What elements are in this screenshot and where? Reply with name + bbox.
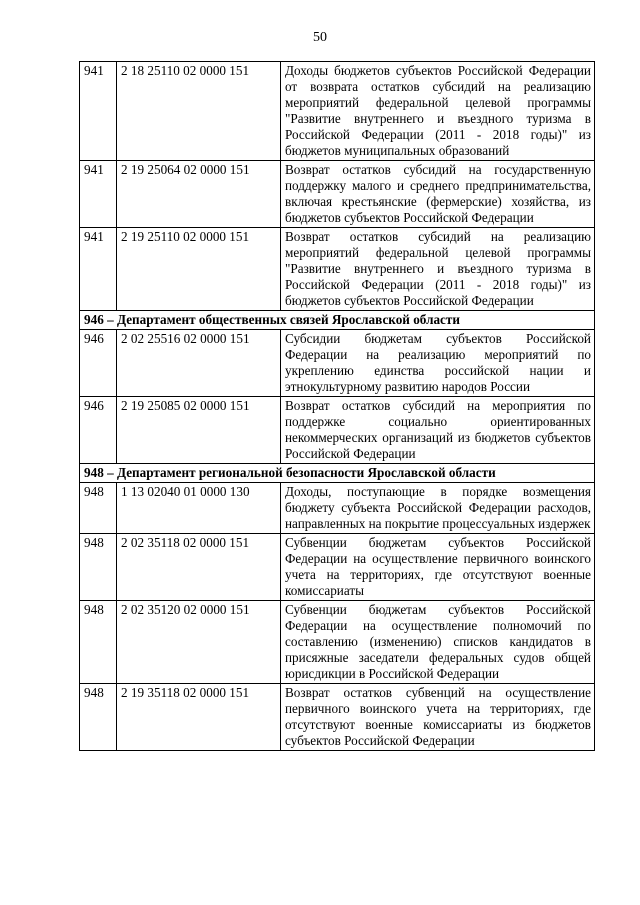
table-row xyxy=(80,397,595,464)
budget-code-cell: 2 18 25110 02 0000 151 xyxy=(117,62,281,161)
description-cell: Доходы бюджетов субъектов Российской Федерации от возврата остатков субсидий на реализацию мероприятий федеральной целевой программы "Развитие внутреннего и въездного туризма в Российской Федерации (2011 - 2018 годы)" из бюджетов муниципальных образований xyxy=(281,62,595,161)
admin-code-cell: 946 xyxy=(80,330,117,397)
admin-code-cell: 941 xyxy=(80,228,117,311)
budget-code-cell: 2 19 25110 02 0000 151 xyxy=(117,228,281,311)
table-row xyxy=(80,161,595,228)
table-row xyxy=(80,62,595,161)
admin-code-cell: 948 xyxy=(80,483,117,534)
budget-code-cell: 2 19 35118 02 0000 151 xyxy=(117,684,281,751)
budget-code-cell: 2 02 35120 02 0000 151 xyxy=(117,601,281,684)
description-cell: Возврат остатков субсидий на реализацию мероприятий федеральной целевой программы "Развитие внутреннего и въездного туризма в Российской Федерации (2011 - 2018 годы)" из бюджетов субъектов Российской Федерации xyxy=(281,228,595,311)
description-cell: Возврат остатков субсидий на мероприятия по поддержке социально ориентированных некоммерческих организаций из бюджетов субъектов Российской Федерации xyxy=(281,397,595,464)
description-cell: Доходы, поступающие в порядке возмещения бюджету субъекта Российской Федерации расходов, направленных на покрытие процессуальных издержек xyxy=(281,483,595,534)
budget-code-cell: 2 19 25064 02 0000 151 xyxy=(117,161,281,228)
budget-code-cell: 2 02 25516 02 0000 151 xyxy=(117,330,281,397)
revenue-codes-table xyxy=(79,61,595,751)
table-row xyxy=(80,534,595,601)
section-header-row xyxy=(80,311,595,330)
admin-code-cell: 946 xyxy=(80,397,117,464)
budget-code-cell: 2 19 25085 02 0000 151 xyxy=(117,397,281,464)
table-row xyxy=(80,601,595,684)
table-row xyxy=(80,684,595,751)
table-row xyxy=(80,483,595,534)
table-row xyxy=(80,330,595,397)
admin-code-cell: 948 xyxy=(80,601,117,684)
section-header: 948 – Департамент региональной безопасности Ярославской области xyxy=(80,464,595,483)
description-cell: Субвенции бюджетам субъектов Российской Федерации на осуществление полномочий по составлению (изменению) списков кандидатов в присяжные заседатели федеральных судов общей юрисдикции в Российской Федерации xyxy=(281,601,595,684)
budget-code-cell: 2 02 35118 02 0000 151 xyxy=(117,534,281,601)
description-cell: Возврат остатков субвенций на осуществление первичного воинского учета на территориях, где отсутствуют военные комиссариаты из бюджетов субъектов Российской Федерации xyxy=(281,684,595,751)
admin-code-cell: 948 xyxy=(80,684,117,751)
admin-code-cell: 941 xyxy=(80,161,117,228)
section-header-row xyxy=(80,464,595,483)
section-header: 946 – Департамент общественных связей Ярославской области xyxy=(80,311,595,330)
page-number: 50 xyxy=(313,30,327,45)
description-cell: Возврат остатков субсидий на государственную поддержку малого и среднего предпринимательства, включая крестьянские (фермерские) хозяйства, из бюджетов субъектов Российской Федерации xyxy=(281,161,595,228)
table-row xyxy=(80,228,595,311)
admin-code-cell: 941 xyxy=(80,62,117,161)
description-cell: Субвенции бюджетам субъектов Российской Федерации на осуществление первичного воинского учета на территориях, где отсутствуют военные комиссариаты xyxy=(281,534,595,601)
admin-code-cell: 948 xyxy=(80,534,117,601)
description-cell: Субсидии бюджетам субъектов Российской Федерации на реализацию мероприятий по укреплению единства российской нации и этнокультурному развитию народов России xyxy=(281,330,595,397)
budget-code-cell: 1 13 02040 01 0000 130 xyxy=(117,483,281,534)
